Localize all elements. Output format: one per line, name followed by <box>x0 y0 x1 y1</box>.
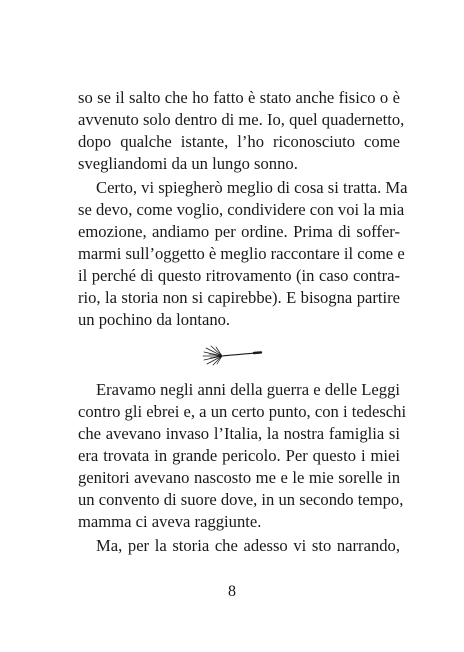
text-line: rio, la storia non si capirebbe). E bisogna partire <box>78 288 400 307</box>
text-line: se devo, come voglio, condividere con voi la mia <box>78 200 405 219</box>
text-line: dopo qualche istante, l’ho riconosciuto come <box>78 132 400 151</box>
text-line: Ma, per la storia che adesso vi sto narrando, <box>96 536 400 555</box>
text-line: il perché di questo ritrovamento (in caso contra- <box>78 266 400 285</box>
text-line: svegliandomi da un lungo sonno. <box>78 154 298 173</box>
text-line: che avevano invaso l’Italia, la nostra famiglia si <box>78 424 400 443</box>
text-line: mamma ci aveva raggiunte. <box>78 512 262 531</box>
text-line: emozione, andiamo per ordine. Prima di soffer- <box>78 222 400 241</box>
page-number: 8 <box>228 583 236 600</box>
text-line: so se il salto che ho fatto è stato anche fisico o è <box>78 88 400 107</box>
text-line: contro gli ebrei e, a un certo punto, con i tedeschi <box>78 402 407 421</box>
text-line: Certo, vi spiegherò meglio di cosa si tratta. Ma <box>96 178 408 197</box>
text-line: un convento di suore dove, in un secondo tempo, <box>78 490 404 509</box>
text-line: genitori avevano nascosto me e le mie sorelle in <box>78 468 400 487</box>
text-line: era trovata in grande pericolo. Per questo i miei <box>78 446 400 465</box>
text-line: avvenuto solo dentro di me. Io, quel quadernetto, <box>78 110 405 129</box>
text-line: Eravamo negli anni della guerra e delle Leggi <box>96 380 400 399</box>
text-line: un pochino da lontano. <box>78 310 231 329</box>
dandelion-seed-icon <box>200 344 264 366</box>
text-line: marmi sull’oggetto è meglio raccontare il come e <box>78 244 405 263</box>
